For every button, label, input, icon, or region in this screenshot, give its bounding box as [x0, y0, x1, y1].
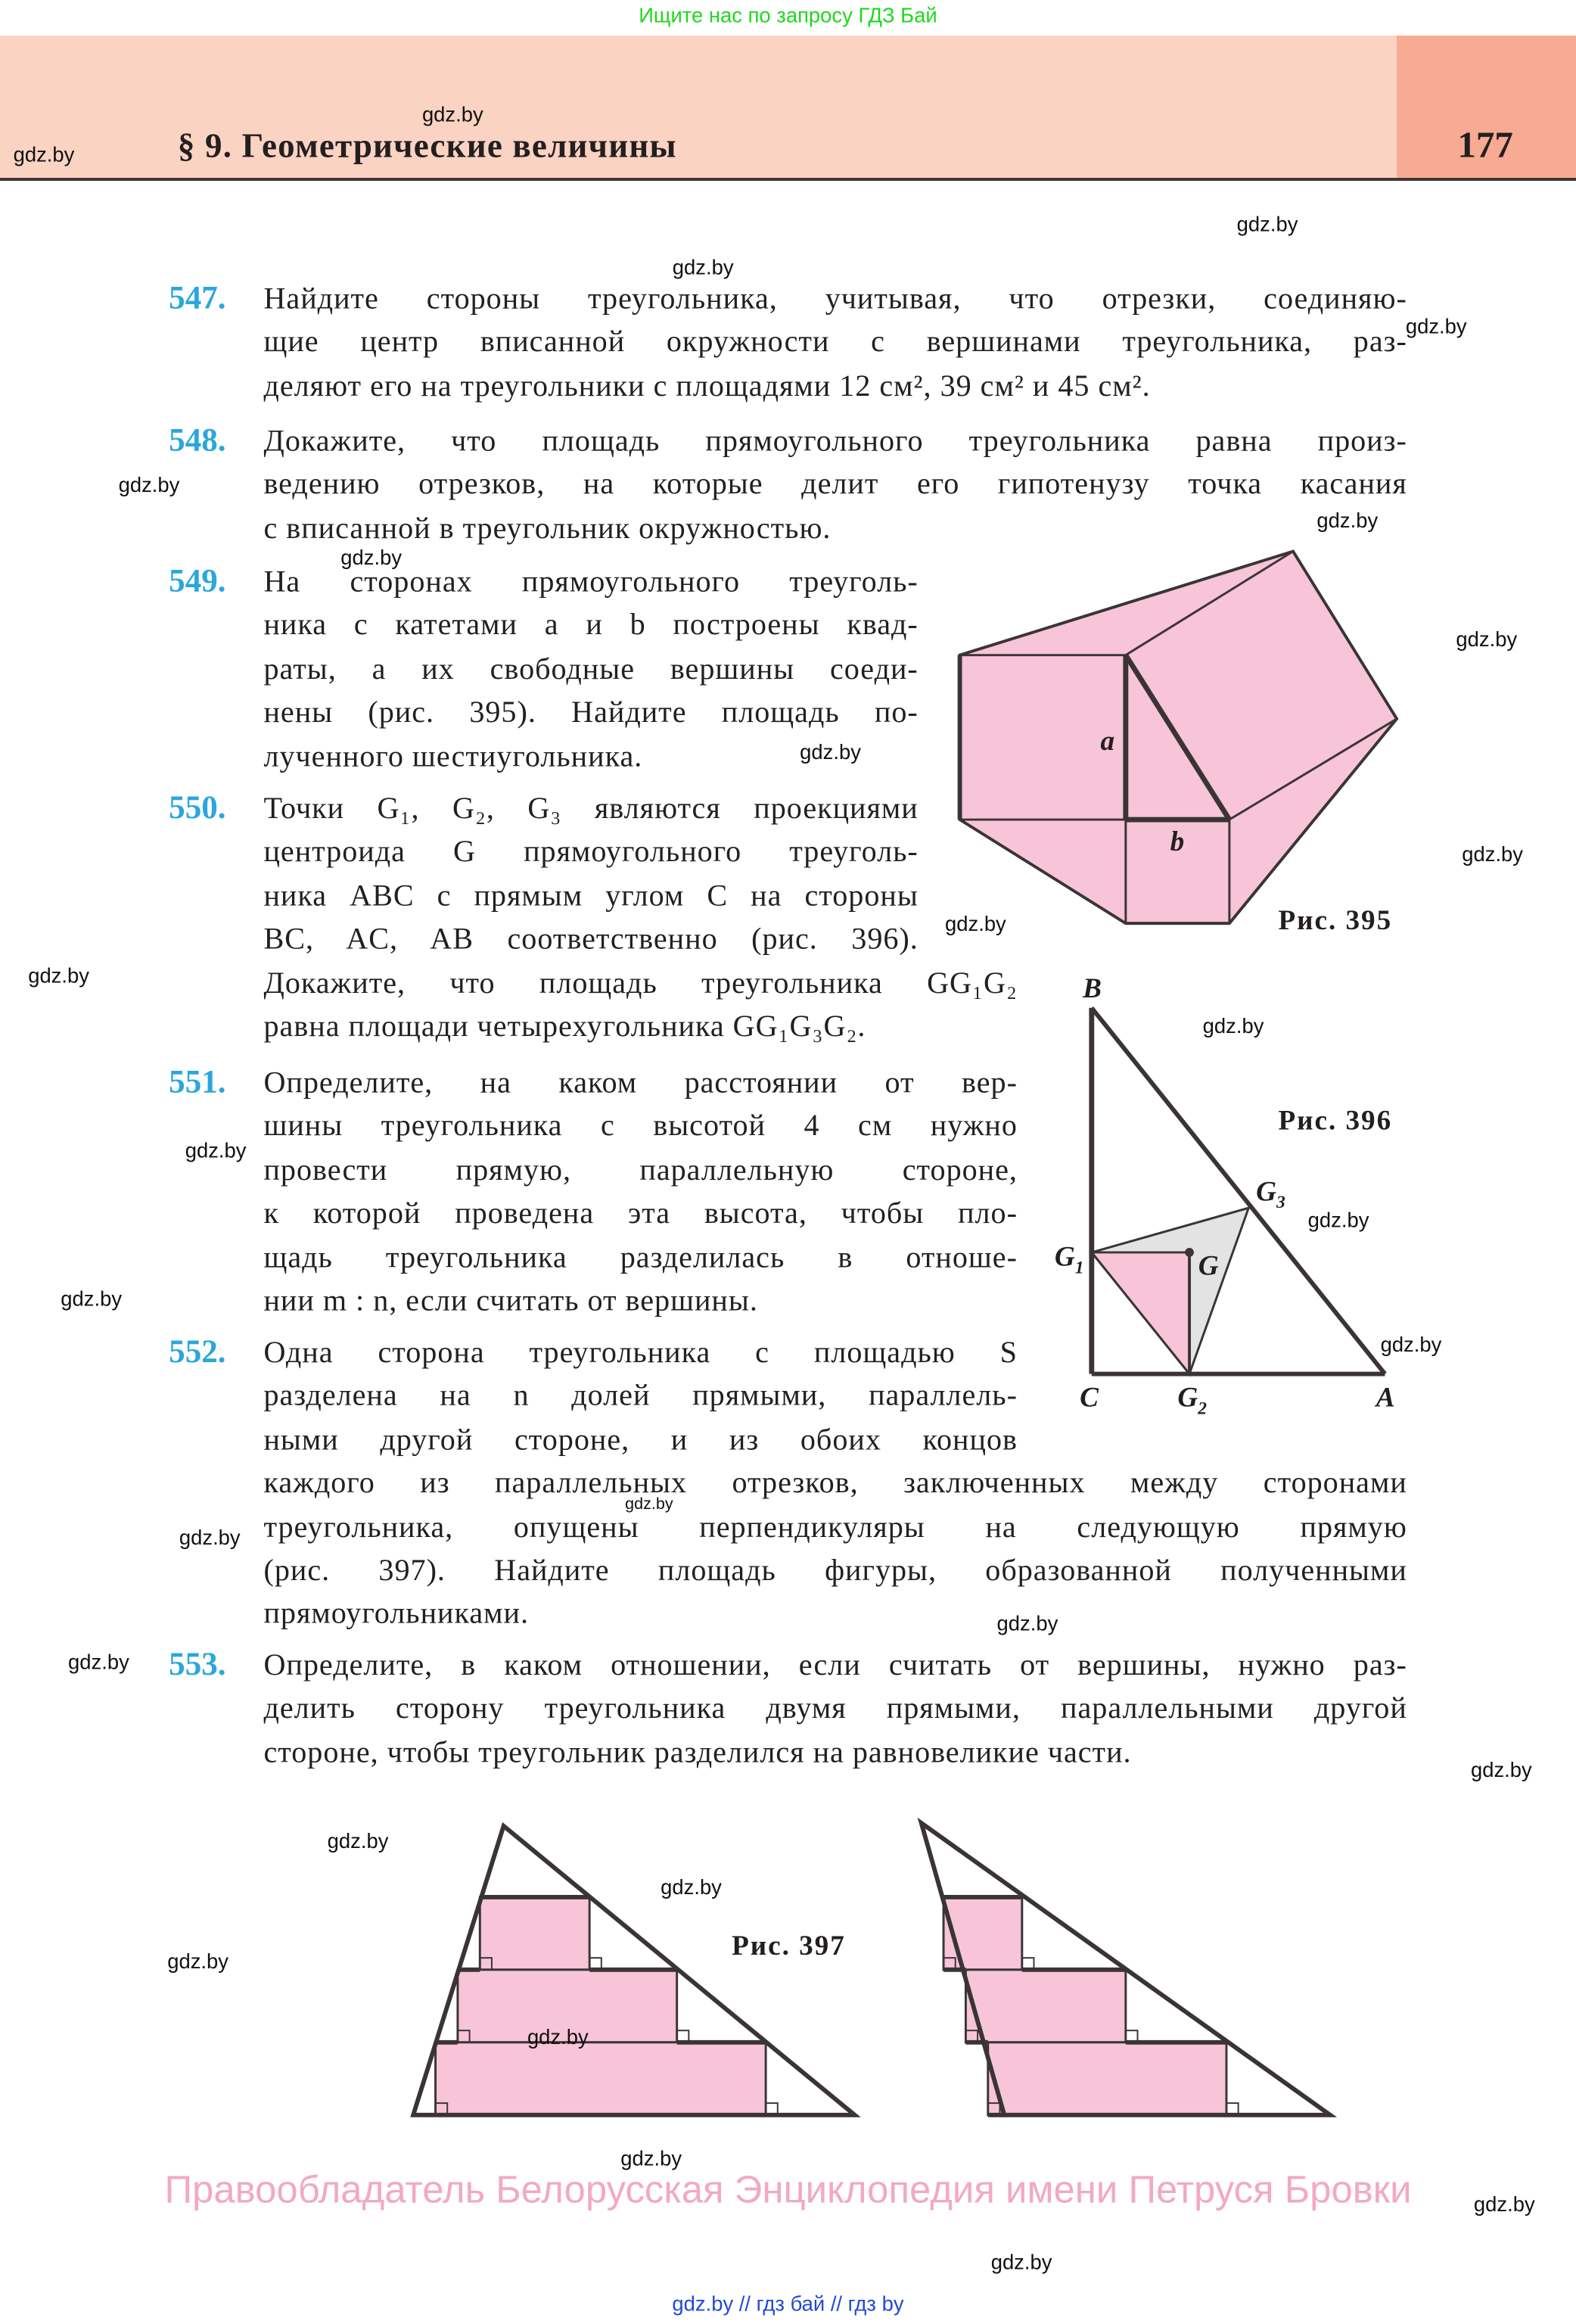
- watermark: gdz.by: [61, 1286, 123, 1311]
- problem-number: 553.: [169, 1644, 226, 1682]
- problem-text-line: ника ABC с прямым углом C на стороны: [263, 879, 919, 913]
- problem-text-line: с вписанной в треугольник окружностью.: [263, 512, 832, 546]
- search-hint: Ищите нас по запросу ГДЗ Бай: [639, 2, 937, 27]
- watermark: gdz.by: [661, 1874, 722, 1899]
- watermark: gdz.by: [1456, 627, 1518, 651]
- watermark: gdz.by: [625, 1495, 673, 1514]
- problem-text-line: Найдите стороны треугольника, учитывая, что отрезки, соединяю-: [263, 283, 1407, 316]
- watermark: gdz.by: [1405, 314, 1467, 338]
- watermark: gdz.by: [118, 472, 180, 497]
- problem-text-line: нии m : n, если считать от вершины.: [263, 1284, 758, 1318]
- watermark: gdz.by: [28, 963, 89, 988]
- problem-text-line: треугольника, опущены перпендикуляры на следующую прямую: [263, 1510, 1407, 1544]
- problem-text-line: Докажите, что площадь треугольника GG₁G₂: [263, 967, 1018, 1000]
- watermark: gdz.by: [68, 1649, 129, 1674]
- watermark: gdz.by: [996, 1610, 1058, 1635]
- vertex-C: C: [1080, 1382, 1099, 1414]
- point-G: G: [1198, 1250, 1219, 1282]
- label-b: b: [1170, 826, 1185, 858]
- problem-number: 551.: [169, 1062, 226, 1100]
- watermark: gdz.by: [620, 2145, 682, 2170]
- problem-text-line: щадь треугольника разделилась в отноше-: [263, 1241, 1018, 1274]
- problem-text-line: провести прямую, параллельную стороне,: [263, 1154, 1018, 1187]
- watermark: gdz.by: [1470, 1757, 1532, 1782]
- problem-text-line: центроида G прямоугольного треуголь-: [263, 836, 919, 870]
- watermark: gdz.by: [527, 2024, 589, 2049]
- problem-number: 547.: [169, 278, 226, 316]
- watermark: gdz.by: [421, 102, 483, 126]
- watermark: gdz.by: [990, 2250, 1052, 2274]
- problem-text-line: щие центр вписанной окружности с вершинами треугольника, раз-: [263, 326, 1407, 359]
- copyright-notice: Правообладатель Белорусская Энциклопедия имени Петруся Бровки: [164, 2167, 1412, 2212]
- problem-text-line: На сторонах прямоугольного треуголь-: [263, 566, 919, 599]
- problem-number: 550.: [169, 788, 226, 826]
- vertex-A: A: [1376, 1382, 1395, 1414]
- problem-text-line: (рис. 397). Найдите площадь фигуры, образованной полученными: [263, 1554, 1407, 1588]
- watermark: gdz.by: [1380, 1332, 1442, 1357]
- problem-text-line: Определите, в каком отношении, если считать от вершины, нужно раз-: [263, 1649, 1407, 1682]
- problem-text-line: Определите, на каком расстоянии от вер-: [263, 1067, 1018, 1100]
- problem-text-line: Точки G₁, G₂, G₃ являются проекциями: [263, 792, 919, 826]
- point-G1: $G_1$: [1054, 1241, 1084, 1278]
- problem-text-line: прямоугольниками.: [263, 1598, 530, 1632]
- section-title: § 9. Геометрические величины: [177, 127, 677, 165]
- problem-text-line: нены (рис. 395). Найдите площадь по-: [263, 696, 919, 730]
- problem-text-line: к которой проведена эта высота, чтобы пло-: [263, 1197, 1018, 1230]
- watermark: gdz.by: [672, 254, 734, 279]
- caption-395: Рис. 395: [1278, 904, 1393, 936]
- watermark: gdz.by: [340, 545, 403, 570]
- problem-text-line: ными другой стороне, и из обоих концов: [263, 1423, 1018, 1457]
- vertex-B: B: [1083, 973, 1102, 1005]
- problem-text-line: Одна сторона треугольника с площадью S: [263, 1336, 1018, 1370]
- figure-395: [960, 552, 1397, 936]
- figure-397-right: [922, 1823, 1330, 2115]
- problem-text-line: разделена на n долей прямыми, параллель-: [263, 1380, 1018, 1414]
- problem-text-line: шины треугольника с высотой 4 см нужно: [263, 1110, 1018, 1143]
- problem-text-line: Докажите, что площадь прямоугольного треугольника равна произ-: [263, 425, 1407, 459]
- problem-number: 549.: [169, 562, 226, 599]
- problem-text-line: раты, а их свободные вершины соеди-: [263, 653, 919, 686]
- problem-number: 548.: [169, 421, 226, 459]
- caption-396: Рис. 396: [1278, 1105, 1393, 1137]
- watermark: gdz.by: [179, 1525, 241, 1549]
- problem-text-line: лученного шестиугольника.: [263, 740, 643, 773]
- watermark: gdz.by: [1236, 212, 1298, 236]
- label-a: a: [1100, 725, 1115, 758]
- problem-text-line: BC, AC, AB соответственно (рис. 396).: [263, 923, 919, 957]
- watermark: gdz.by: [1307, 1208, 1369, 1232]
- watermark: gdz.by: [800, 739, 861, 764]
- watermark: gdz.by: [1202, 1013, 1264, 1038]
- point-G2: $G_2$: [1177, 1382, 1207, 1419]
- watermark: gdz.by: [1316, 508, 1379, 533]
- problem-text-line: равна площади четырехугольника GG₁G₃G₂.: [263, 1010, 866, 1044]
- figure-396: [1055, 973, 1395, 1418]
- page-number: 177: [1457, 126, 1513, 166]
- problem-text-line: стороне, чтобы треугольник разделился на равновеликие части.: [263, 1736, 1132, 1770]
- figure-397: [413, 1823, 1330, 2115]
- watermark: gdz.by: [1473, 2192, 1535, 2216]
- point-G3: $G_3$: [1256, 1176, 1285, 1213]
- watermark: gdz.by: [1462, 842, 1524, 866]
- watermark: gdz.by: [945, 911, 1006, 935]
- problem-text-line: ника с катетами a и b построены квад-: [263, 609, 919, 642]
- problem-text-line: деляют его на треугольники с площадями 12 см², 39 см² и 45 см².: [263, 370, 1151, 403]
- problem-number: 552.: [169, 1332, 226, 1370]
- caption-397: Рис. 397: [732, 1930, 846, 1962]
- figure-397-left: [413, 1826, 854, 2115]
- watermark: gdz.by: [167, 1949, 228, 1973]
- problem-text-line: каждого из параллельных отрезков, заключенных между сторонами: [263, 1467, 1407, 1501]
- problem-text-line: ведению отрезков, на которые делит его гипотенузу точка касания: [263, 468, 1407, 502]
- watermark: gdz.by: [327, 1828, 389, 1853]
- problem-text-line: делить сторону треугольника двумя прямыми, параллельными другой: [263, 1693, 1407, 1726]
- watermark: gdz.by: [13, 142, 75, 166]
- watermark: gdz.by: [185, 1138, 247, 1162]
- footer-links[interactable]: gdz.by // гдз бай // гдз by: [672, 2291, 904, 2316]
